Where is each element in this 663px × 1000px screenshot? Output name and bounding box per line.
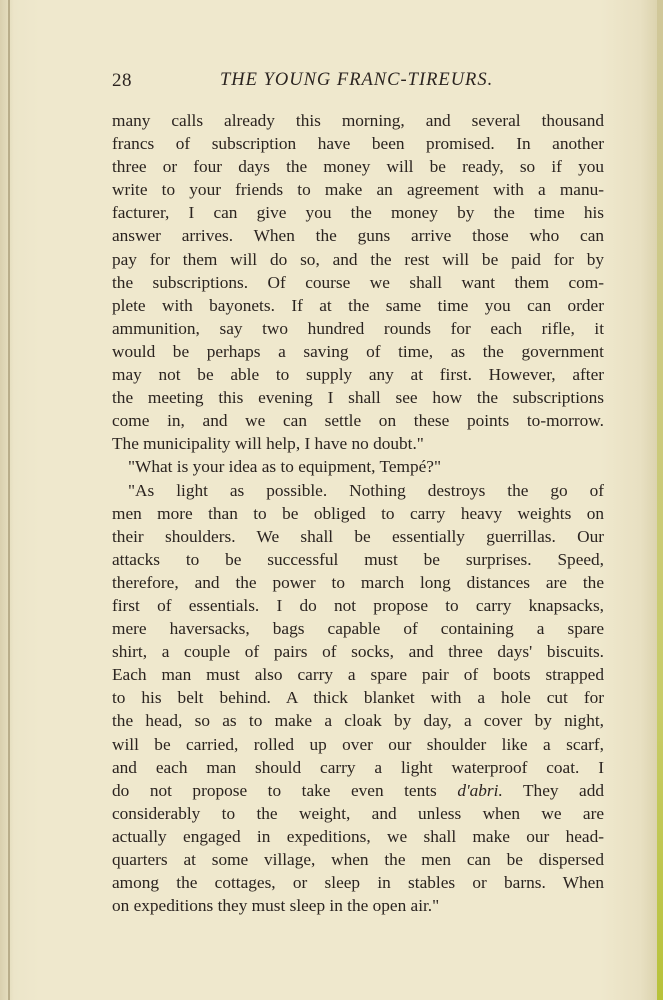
text-line: the meeting this evening I shall see how the subscriptions <box>112 388 604 408</box>
book-gutter <box>8 0 10 1000</box>
text-line: "As light as possible. Nothing destroys the go of <box>128 480 604 500</box>
page-edge <box>657 0 663 1000</box>
text-segment: do not propose to take even tents <box>112 780 458 800</box>
text-line: "What is your idea as to equipment, Tempé?" <box>128 457 441 477</box>
text-line: actually engaged in expeditions, we shall make our head- <box>112 826 604 846</box>
text-line: write to your friends to make an agreement with a manu- <box>112 180 604 200</box>
italic-phrase: d'abri. <box>457 780 503 800</box>
text-line: on expeditions they must sleep in the open air." <box>112 896 440 916</box>
text-line: francs of subscription have been promised. In another <box>112 134 604 154</box>
text-line: considerably to the weight, and unless when we are <box>112 803 604 823</box>
page-number: 28 <box>112 70 132 91</box>
text-segment: They add <box>502 780 604 800</box>
text-line: Each man must also carry a spare pair of boots strapped <box>112 665 604 685</box>
text-line: many calls already this morning, and several thousand <box>112 111 604 130</box>
text-line: shirt, a couple of pairs of socks, and three days' biscuits. <box>112 642 604 662</box>
page-header <box>112 70 604 94</box>
text-line: the subscriptions. Of course we shall want them com- <box>112 272 604 292</box>
text-line <box>112 779 604 802</box>
text-line: answer arrives. When the guns arrive those who can <box>112 226 604 246</box>
text-line: ammunition, say two hundred rounds for each rifle, it <box>112 318 604 338</box>
text-line: to his belt behind. A thick blanket with a hole cut for <box>112 688 604 708</box>
text-line: and each man should carry a light waterproof coat. I <box>112 757 604 777</box>
text-line: therefore, and the power to march long distances are the <box>112 572 604 592</box>
text-line: will be carried, rolled up over our shoulder like a scarf, <box>112 734 604 754</box>
text-line: pay for them will do so, and the rest will be paid for by <box>112 249 604 269</box>
text-line: mere haversacks, bags capable of containing a spare <box>112 619 604 639</box>
running-title: THE YOUNG FRANC-TIREURS. <box>220 70 494 90</box>
text-line: plete with bayonets. If at the same time you can order <box>112 295 604 315</box>
text-line: would be perhaps a saving of time, as the government <box>112 341 604 361</box>
text-line: first of essentials. I do not propose to carry knapsacks, <box>112 595 604 615</box>
text-line: the head, so as to make a cloak by day, a cover by night, <box>112 711 604 731</box>
text-line: among the cottages, or sleep in stables or barns. When <box>112 873 604 893</box>
text-line: The municipality will help, I have no doubt." <box>112 434 424 454</box>
text-line: may not be able to supply any at first. However, after <box>112 365 604 385</box>
text-line: quarters at some village, when the men can be dispersed <box>112 850 604 869</box>
text-line: their shoulders. We shall be essentially guerrillas. Our <box>112 526 604 546</box>
text-line: three or four days the money will be ready, so if you <box>112 157 604 177</box>
text-line: come in, and we can settle on these points to-morrow. <box>112 411 604 431</box>
text-line: attacks to be successful must be surprises. Speed, <box>112 549 604 569</box>
text-line: men more than to be obliged to carry heavy weights on <box>112 503 604 523</box>
text-line: facturer, I can give you the money by the time his <box>112 203 604 223</box>
body-text <box>112 109 604 917</box>
